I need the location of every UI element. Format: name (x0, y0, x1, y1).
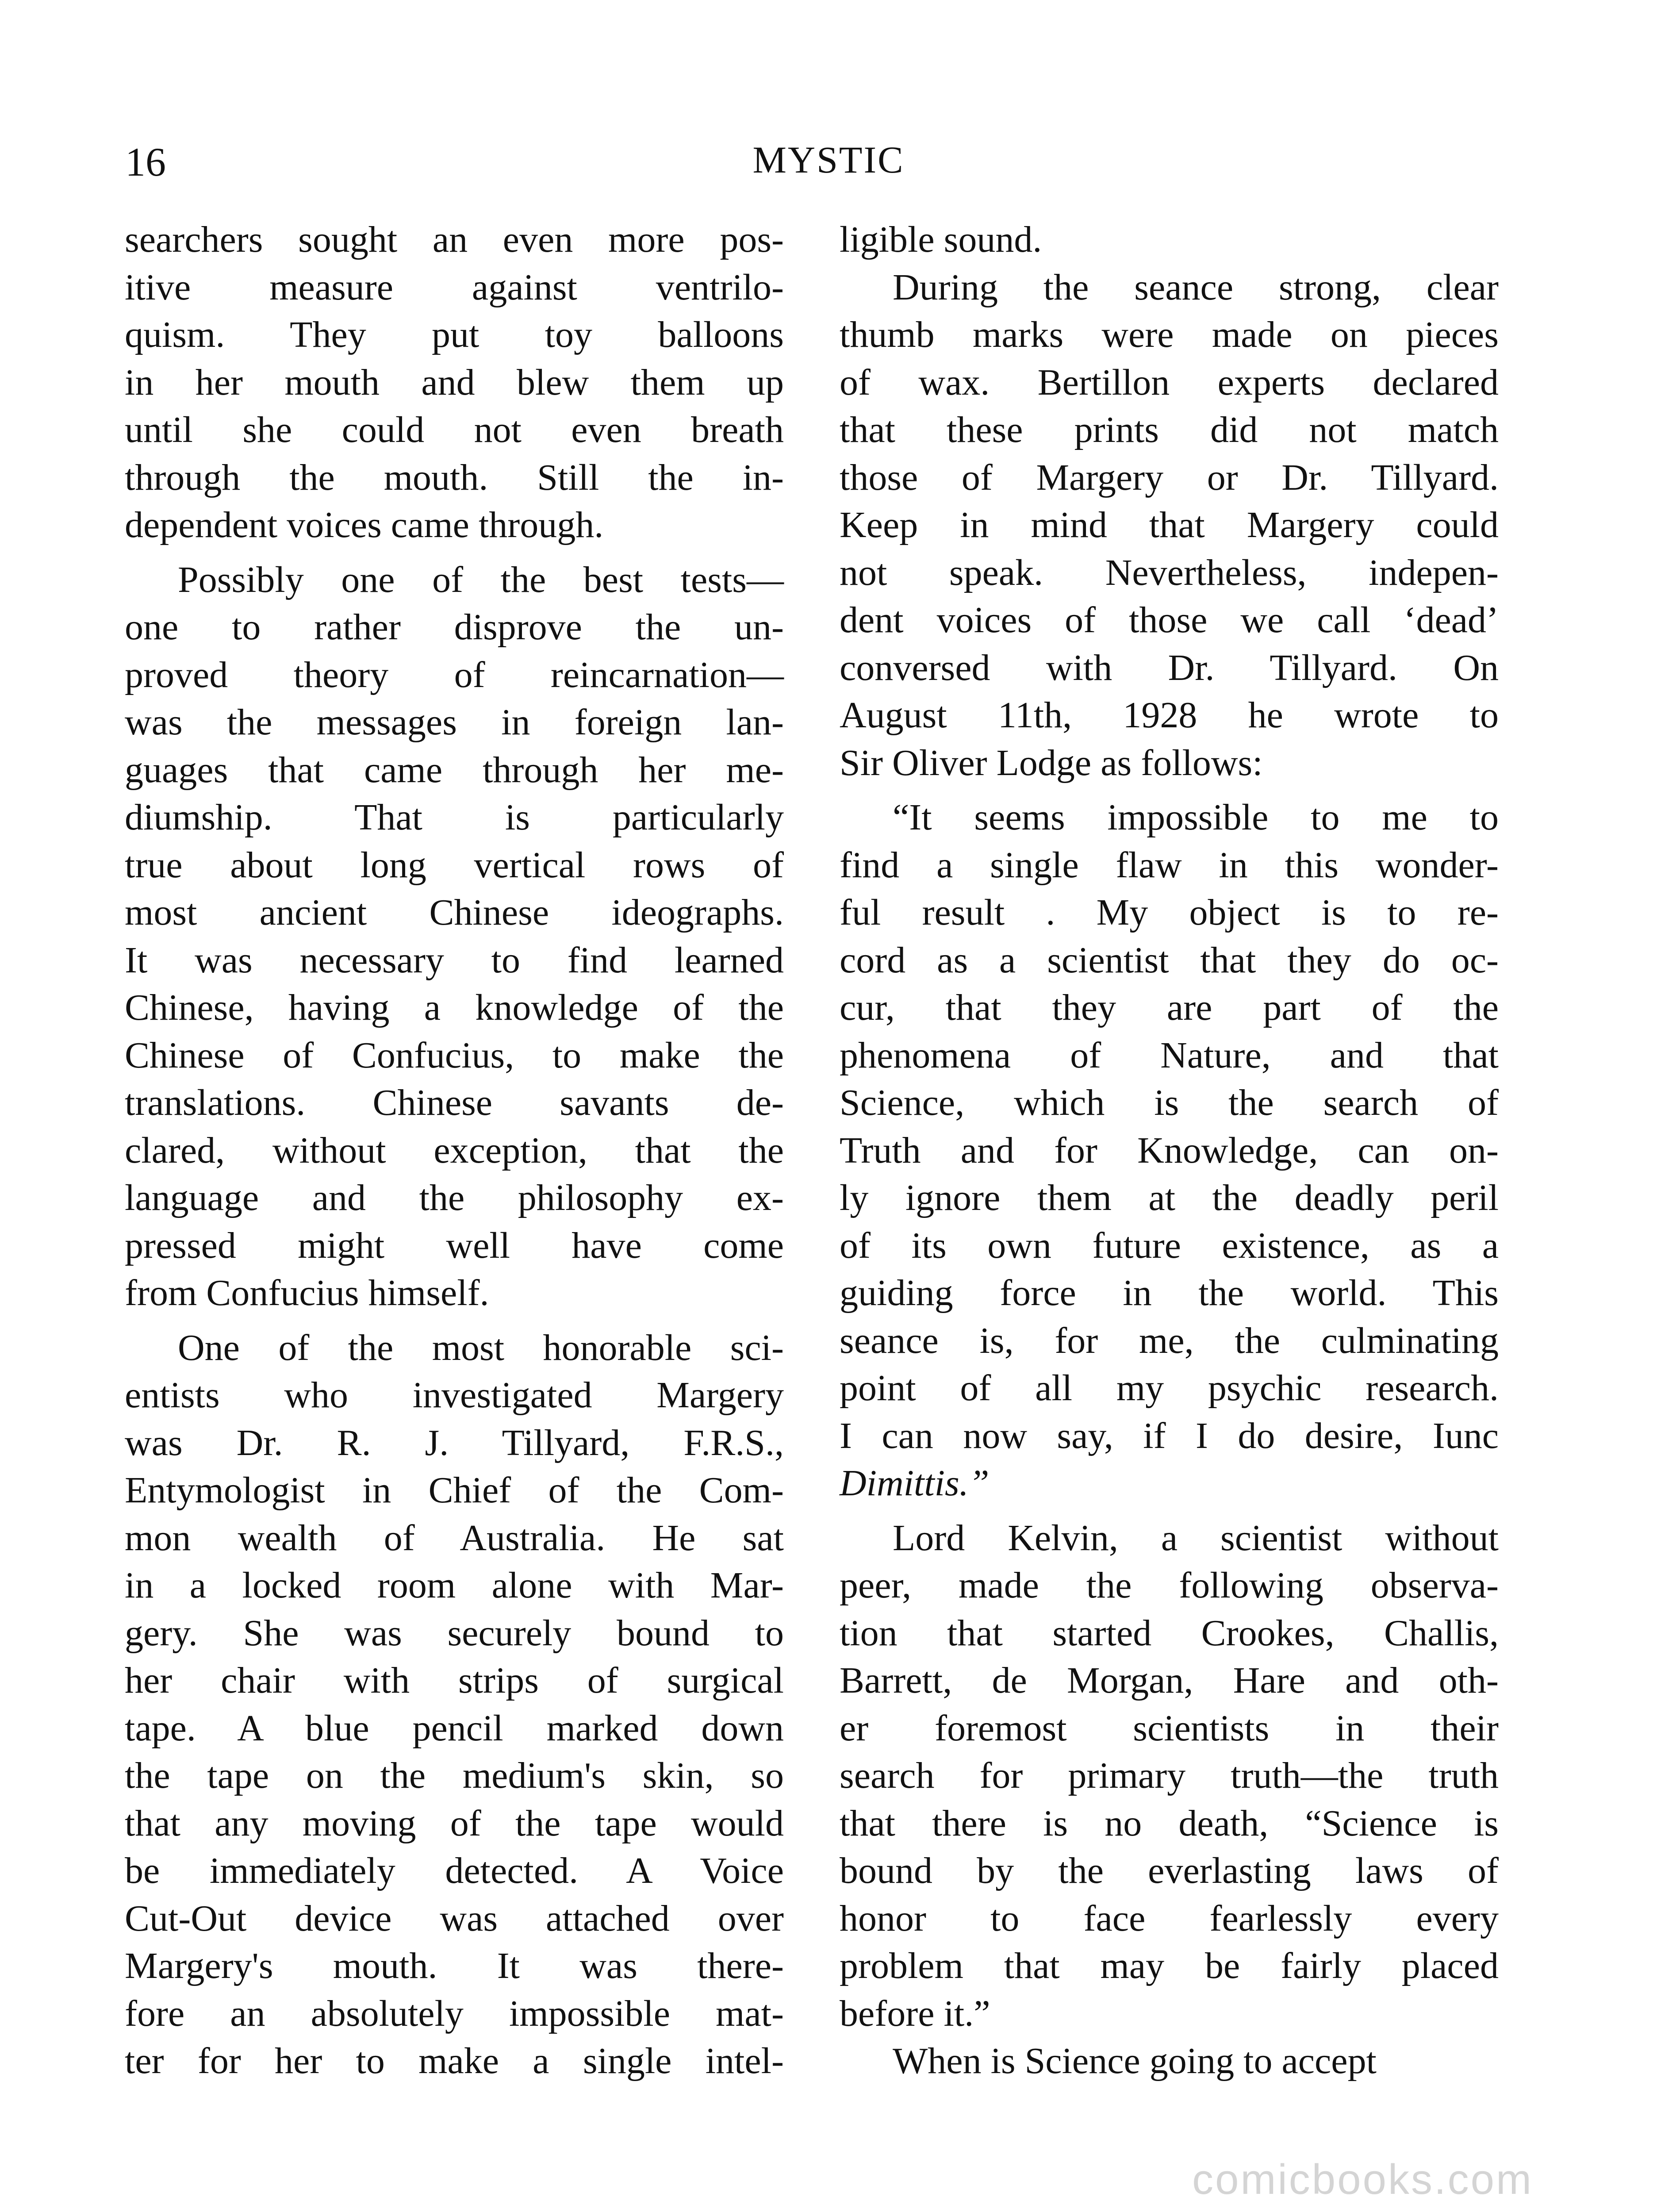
text-line: er foremost scientists in their (840, 1707, 1499, 1749)
text-line: that there is no death, “Science is (840, 1802, 1499, 1844)
text-line: Sir Oliver Lodge as follows: (840, 742, 1263, 783)
text-line: tion that started Crookes, Challis, (840, 1612, 1499, 1654)
text-line: Dimittis.” (840, 1463, 990, 1504)
text-line: from Confucius himself. (125, 1272, 489, 1313)
text-line: point of all my psychic research. (840, 1367, 1499, 1409)
text-line: seance is, for me, the culminating (840, 1320, 1499, 1361)
text-line: guiding force in the world. This (840, 1272, 1499, 1313)
text-line: true about long vertical rows of (125, 844, 784, 886)
text-line: translations. Chinese savants de- (125, 1082, 784, 1123)
page-number: 16 (125, 139, 166, 184)
text-line: that these prints did not match (840, 409, 1499, 450)
text-line: Keep in mind that Margery could (840, 504, 1499, 545)
text-line: August 11th, 1928 he wrote to (840, 695, 1499, 736)
paragraph (125, 556, 784, 1317)
paragraph (840, 794, 1499, 1507)
text-line: mon wealth of Australia. He sat (125, 1517, 784, 1559)
text-line: It was necessary to find learned (125, 939, 784, 981)
text-line: search for primary truth—the truth (840, 1755, 1499, 1796)
text-line: Cut-Out device was attached over (125, 1897, 784, 1939)
text-line: before it.” (840, 1993, 990, 2034)
text-line: entists who investigated Margery (125, 1375, 784, 1416)
text-line: searchers sought an even more pos- (125, 219, 784, 260)
text-line: language and the philosophy ex- (125, 1177, 784, 1218)
text-line: was Dr. R. J. Tillyard, F.R.S., (125, 1422, 784, 1463)
text-line: ligible sound. (840, 219, 1042, 260)
text-line: most ancient Chinese ideographs. (125, 892, 784, 933)
text-line: until she could not even breath (125, 409, 784, 450)
text-line: ly ignore them at the deadly peril (840, 1177, 1499, 1218)
text-line: clared, without exception, that the (125, 1129, 784, 1171)
text-line: find a single flaw in this wonder- (840, 844, 1499, 886)
text-line: in her mouth and blew them up (125, 361, 784, 403)
text-line: Science, which is the search of (840, 1082, 1499, 1123)
text-line: be immediately detected. A Voice (125, 1850, 784, 1891)
text-line: in a locked room alone with Mar- (125, 1565, 784, 1606)
text-line: itive measure against ventrilo- (125, 266, 784, 308)
text-line: not speak. Nevertheless, indepen- (840, 552, 1499, 593)
text-line: Possibly one of the best tests— (178, 559, 784, 600)
text-line: was the messages in foreign lan- (125, 702, 784, 743)
text-line: One of the most honorable sci- (178, 1327, 784, 1368)
text-line: of its own future existence, as a (840, 1225, 1499, 1266)
text-line: quism. They put toy balloons (125, 314, 784, 355)
text-line: cord as a scientist that they do oc- (840, 939, 1499, 981)
text-line: ful result . My object is to re- (840, 892, 1499, 933)
text-line: I can now say, if I do desire, Iunc (840, 1415, 1499, 1456)
text-line: one to rather disprove the un- (125, 607, 784, 648)
right-column (840, 216, 1499, 2085)
text-line: When is Science going to accept (893, 2040, 1377, 2081)
text-line: problem that may be fairly placed (840, 1945, 1499, 1986)
text-line: Chinese of Confucius, to make the (125, 1034, 784, 1076)
text-line: Margery's mouth. It was there- (125, 1945, 784, 1986)
text-line: through the mouth. Still the in- (125, 457, 784, 498)
text-line: pressed might well have come (125, 1225, 784, 1266)
text-line: diumship. That is particularly (125, 797, 784, 838)
text-line: gery. She was securely bound to (125, 1612, 784, 1654)
text-line: ter for her to make a single intel- (125, 2040, 784, 2081)
text-line: honor to face fearlessly every (840, 1897, 1499, 1939)
text-line: Lord Kelvin, a scientist without (893, 1517, 1499, 1559)
running-head: MYSTIC (752, 138, 905, 181)
text-line: of wax. Bertillon experts declared (840, 361, 1499, 403)
paragraph (840, 216, 1499, 264)
paragraph (840, 2037, 1499, 2085)
text-line: phenomena of Nature, and that (840, 1034, 1499, 1076)
text-line: Barrett, de Morgan, Hare and oth- (840, 1660, 1499, 1701)
paragraph (125, 1324, 784, 2085)
text-line: During the seance strong, clear (893, 266, 1499, 308)
paragraph (840, 264, 1499, 787)
paragraph (840, 1514, 1499, 2038)
text-line: those of Margery or Dr. Tillyard. (840, 457, 1499, 498)
text-line: her chair with strips of surgical (125, 1660, 784, 1701)
text-line: thumb marks were made on pieces (840, 314, 1499, 355)
watermark: comicbooks.com (1192, 2156, 1533, 2203)
text-line: guages that came through her me- (125, 749, 784, 791)
paragraph (125, 216, 784, 549)
left-column (125, 216, 784, 2085)
text-line: proved theory of reincarnation— (125, 654, 784, 695)
text-line: Entymologist in Chief of the Com- (125, 1470, 784, 1511)
text-line: tape. A blue pencil marked down (125, 1707, 784, 1749)
text-line: Chinese, having a knowledge of the (125, 987, 784, 1028)
text-line: cur, that they are part of the (840, 987, 1499, 1028)
text-line: the tape on the medium's skin, so (125, 1755, 784, 1796)
text-line: fore an absolutely impossible mat- (125, 1993, 784, 2034)
text-line: Truth and for Knowledge, can on- (840, 1129, 1499, 1171)
text-line: dependent voices came through. (125, 504, 604, 545)
text-line: dent voices of those we call ‘dead’ (840, 599, 1499, 641)
text-line: peer, made the following observa- (840, 1565, 1499, 1606)
text-line: conversed with Dr. Tillyard. On (840, 647, 1499, 688)
text-line: that any moving of the tape would (125, 1802, 784, 1844)
text-line: “It seems impossible to me to (893, 797, 1499, 838)
text-line: bound by the everlasting laws of (840, 1850, 1499, 1891)
